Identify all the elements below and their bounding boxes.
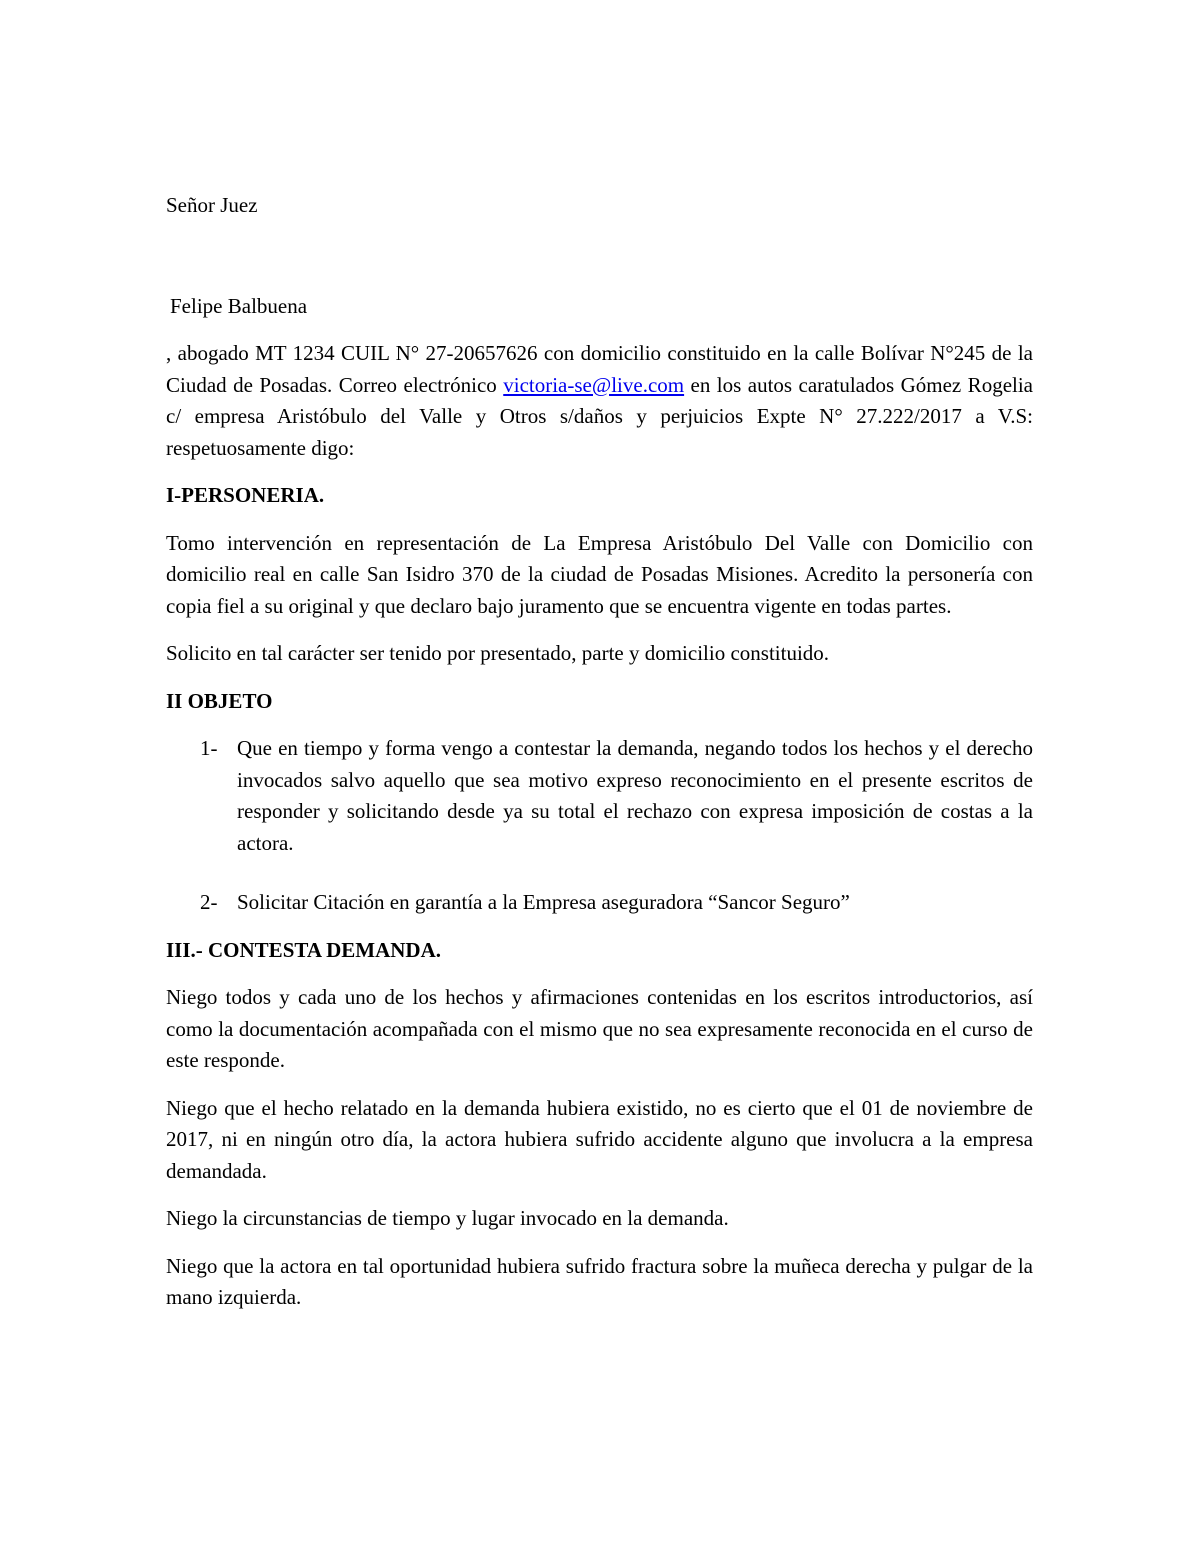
intro-paragraph (166, 338, 1033, 464)
list-item-number: 2- (200, 890, 218, 914)
intro-text-before: , abogado MT 1234 CUIL N° 27-20657626 con domicilio constituido en la calle Bolívar N°245 de la Ciudad de Posadas. Correo electrónico (166, 341, 1033, 397)
objeto-list (166, 733, 1033, 919)
personeria-request: Solicito en tal carácter ser tenido por presentado, parte y domicilio constituido. (166, 641, 830, 665)
list-item-text: Que en tiempo y forma vengo a contestar la demanda, negando todos los hechos y el derecho invocados salvo aquello que sea motivo expreso reconocimiento en el presente escritos de responder y solicitando desde ya su total el rechazo con expresa imposición de costas a la actora. (237, 736, 1033, 855)
list-item-number: 1- (200, 736, 218, 760)
section-heading-contesta-demanda: III.- CONTESTA DEMANDA. (166, 937, 441, 962)
salutation: Señor Juez (166, 193, 258, 217)
contesta-paragraph: Niego que el hecho relatado en la demanda hubiera existido, no es cierto que el 01 de noviembre de 2017, ni en ningún otro día, la actora hubiera sufrido accidente alguno que involucra a la empresa demandada. (166, 1095, 1033, 1183)
intro-text-after: en los autos caratulados Gómez Rogelia c/ empresa Aristóbulo del Valle y Otros s/daños y perjuicios Expte N° 27.222/2017 a V.S: respetuosamente digo: (166, 372, 1034, 460)
list-item (166, 733, 1033, 859)
email-link[interactable]: victoria-se@live.com (503, 372, 685, 397)
document-page (166, 190, 1033, 1314)
contesta-paragraph: Niego todos y cada uno de los hechos y afirmaciones contenidas en los escritos introductorios, así como la documentación acompañada con el mismo que no sea expresamente reconocida en el curso de este responde. (166, 985, 1033, 1072)
list-item-text: Solicitar Citación en garantía a la Empresa aseguradora “Sancor Seguro” (237, 890, 850, 914)
attorney-name: Felipe Balbuena (170, 293, 308, 318)
list-item (166, 887, 1033, 919)
spacer (166, 222, 1033, 291)
personeria-paragraph: Tomo intervención en representación de La Empresa Aristóbulo Del Valle con Domicilio con domicilio real en calle San Isidro 370 de la ciudad de Posadas Misiones. Acredito la personería con copia fiel a su original y que declaro bajo juramento que se encuentra vigente en todas partes. (166, 530, 1033, 618)
section-heading-personeria: I-PERSONERIA. (166, 483, 325, 507)
section-heading-objeto: II OBJETO (166, 688, 273, 713)
contesta-paragraph: Niego que la actora en tal oportunidad hubiera sufrido fractura sobre la muñeca derecha y pulgar de la mano izquierda. (166, 1253, 1033, 1309)
contesta-paragraph: Niego la circunstancias de tiempo y lugar invocado en la demanda. (166, 1206, 729, 1230)
